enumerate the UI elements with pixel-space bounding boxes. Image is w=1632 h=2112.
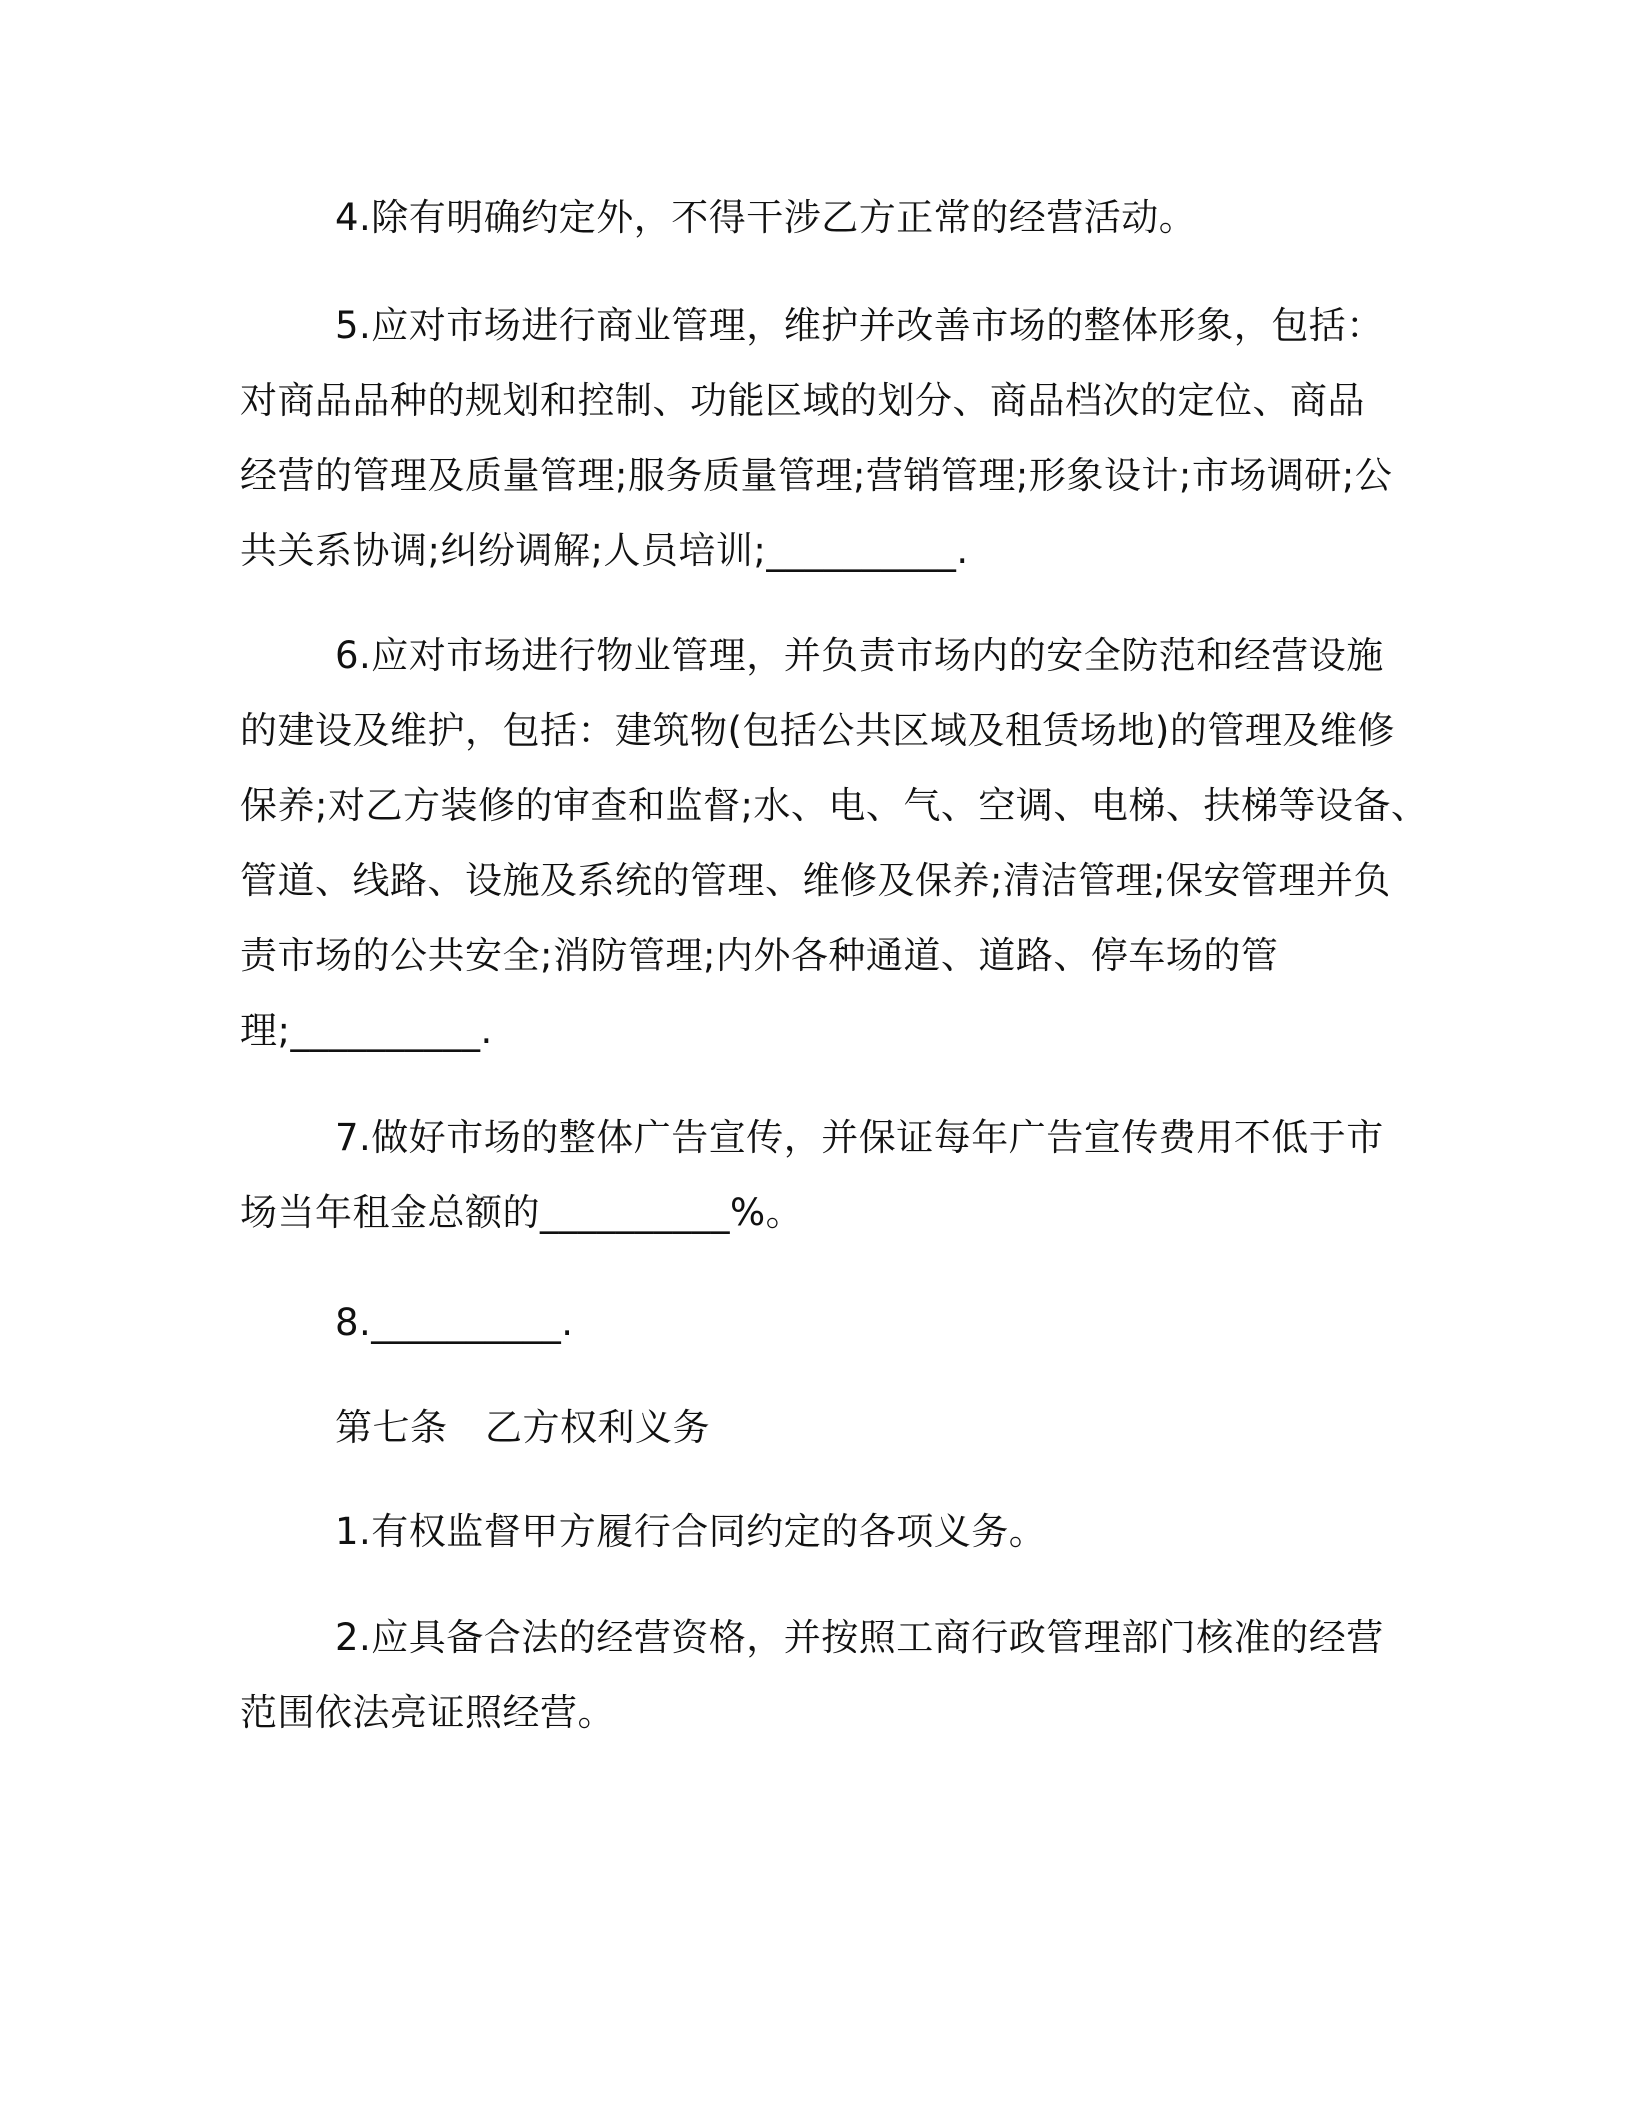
text-line: 4.除有明确约定外，不得干涉乙方正常的经营活动。 <box>335 196 1197 239</box>
text-line: 理;__________. <box>240 1009 493 1052</box>
clause-item-6 <box>240 618 1429 1068</box>
text-line: 场当年租金总额的__________%。 <box>240 1191 804 1234</box>
clause-item-5 <box>240 288 1420 588</box>
text-line: 的建设及维护，包括：建筑物(包括公共区域及租赁场地)的管理及维修 <box>240 709 1395 752</box>
text-line: 管道、线路、设施及系统的管理、维修及保养;清洁管理;保安管理并负 <box>240 859 1391 902</box>
text-line: 范围依法亮证照经营。 <box>240 1691 615 1734</box>
article-7-heading: 第七条 乙方权利义务 <box>335 1406 710 1449</box>
text-line: 1.有权监督甲方履行合同约定的各项义务。 <box>335 1510 1047 1553</box>
clause-item-4 <box>240 180 1420 255</box>
text-line: 责市场的公共安全;消防管理;内外各种通道、道路、停车场的管 <box>240 934 1279 977</box>
text-line: 8.__________. <box>335 1301 574 1344</box>
text-line: 保养;对乙方装修的审查和监督;水、电、气、空调、电梯、扶梯等设备、 <box>240 784 1429 827</box>
clause-item-7 <box>240 1100 1420 1250</box>
party-b-item-2 <box>240 1600 1420 1750</box>
clause-item-8 <box>240 1285 1420 1360</box>
text-line: 共关系协调;纠纷调解;人员培训;__________. <box>240 529 969 572</box>
party-b-item-1 <box>240 1494 1420 1569</box>
text-line: 2.应具备合法的经营资格，并按照工商行政管理部门核准的经营 <box>335 1616 1384 1659</box>
text-line: 7.做好市场的整体广告宣传，并保证每年广告宣传费用不低于市 <box>335 1116 1384 1159</box>
text-line: 5.应对市场进行商业管理，维护并改善市场的整体形象，包括： <box>335 304 1384 347</box>
text-line: 对商品品种的规划和控制、功能区域的划分、商品档次的定位、商品 <box>240 379 1365 422</box>
text-line: 经营的管理及质量管理;服务质量管理;营销管理;形象设计;市场调研;公 <box>240 454 1393 497</box>
text-line: 6.应对市场进行物业管理，并负责市场内的安全防范和经营设施 <box>335 634 1384 677</box>
